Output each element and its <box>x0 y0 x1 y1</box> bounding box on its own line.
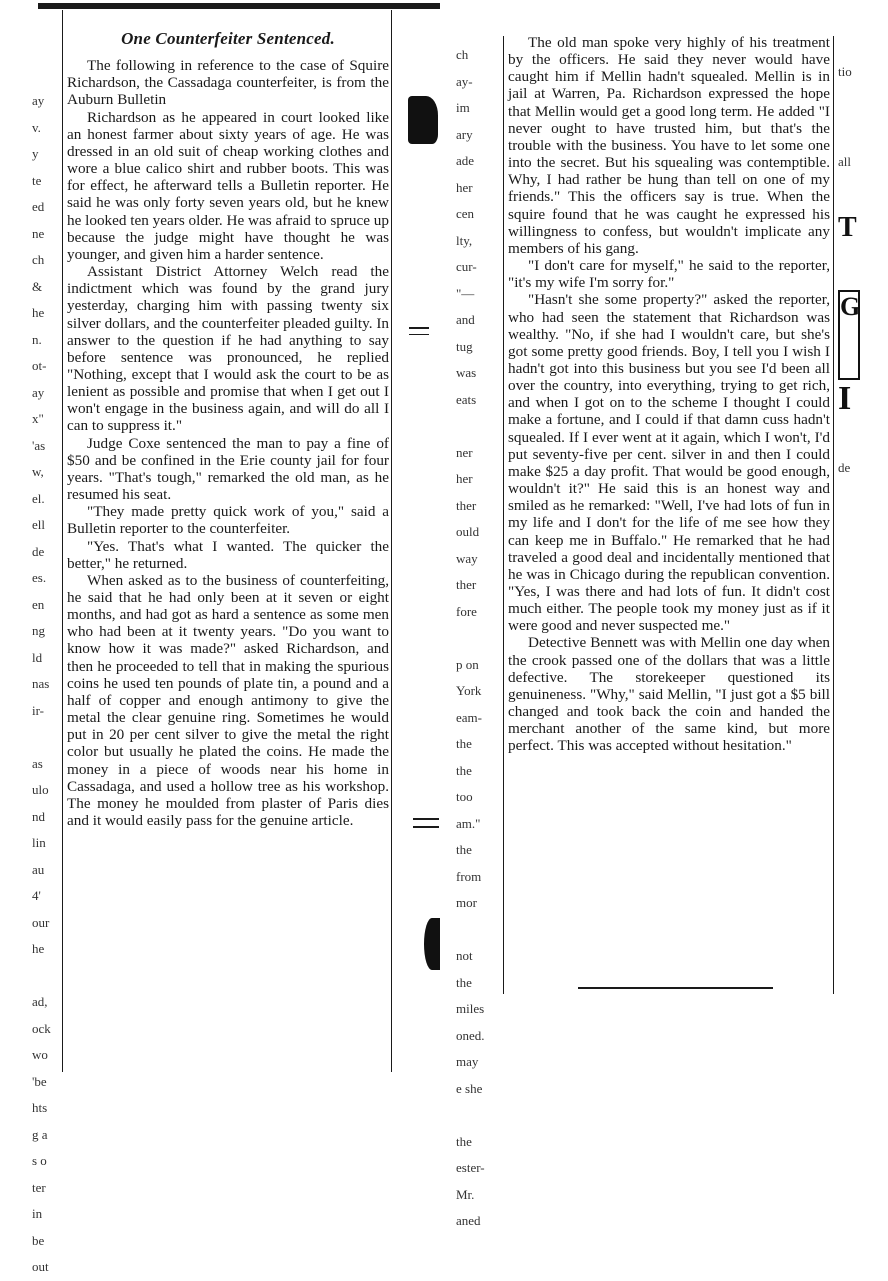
fragment-line: 'as <box>32 437 46 453</box>
article-paragraph: When asked as to the business of counterfeiting, he said that he had only been at it seven or eight months, and had got as hard a sentence as some men who had been at it twenty years. "Do you want to know how it was made?" asked Richardson, and then he proceeded to tell that in making the spurious coins he used ten pounds of plate tin, a pound and a half of copper and enough antimony to give the metal the clear genuine ring. Sometimes he would put in 20 per cent silver to give the metal the right color but usually he plated the coins. He made the money in a piece of woods near his home in Cassadaga, and used a hollow tree as his workshop. The money he moulded from plaster of Paris dies and it would easily pass for the genuine article. <box>67 571 389 830</box>
fragment-line: lty, <box>456 232 473 248</box>
fragment-line: oned. <box>456 1027 485 1043</box>
fragment-line: ary <box>456 126 473 142</box>
fragment-line: he <box>32 941 45 956</box>
column-rule-right <box>833 36 834 994</box>
fragment-line: cen <box>456 206 475 221</box>
ink-blot-bottom <box>424 918 440 970</box>
fragment-line: im <box>456 100 470 115</box>
gutter-dash <box>413 826 439 828</box>
fragment-line: miles <box>456 1001 485 1016</box>
fragment-line: in <box>32 1206 43 1221</box>
fragment-line: nd <box>32 808 45 824</box>
fragment-line: may <box>456 1054 479 1069</box>
fragment-line: s o <box>32 1153 47 1168</box>
article-paragraph: Richardson as he appeared in court looked like an honest farmer about sixty years of age. He was dressed in an old suit of cheap working clothes and wore a blue calico shirt and rubber boots. This was for effect, he afterward tells a Bulletin reporter. He said he was only forty seven years old, but he knew he looked ten years older. He was afraid to spruce up because the judge might have thought he was younger, and given him a harder sentence. <box>67 108 389 263</box>
fragment-line: ld <box>32 649 43 665</box>
fragment-line: not <box>456 948 473 963</box>
fragment-line: ad, <box>32 994 48 1009</box>
fragment-line: her <box>456 179 473 195</box>
fragment-line: & <box>32 278 43 294</box>
fragment-line: ed <box>32 199 45 214</box>
fragment-line: p on <box>456 656 479 672</box>
fragment-line: ther <box>456 497 477 513</box>
fragment-line: the <box>456 762 472 778</box>
fragment-line: ther <box>456 577 477 592</box>
fragment-line: ng <box>32 623 45 638</box>
fragment-line: ot- <box>32 358 47 373</box>
adjacent-right-column <box>838 64 886 476</box>
fragment-line: ay- <box>456 73 473 89</box>
article-paragraph: "I don't care for myself," he said to the reporter, "it's my wife I'm sorry for." <box>508 257 830 292</box>
article-paragraph: "Yes. That's what I wanted. The quicker the better," he returned. <box>67 537 389 572</box>
fragment-line: the <box>456 1133 472 1149</box>
fragment-line <box>456 917 502 944</box>
fragment-line: ulo <box>32 782 49 797</box>
fragment-line: eats <box>456 391 477 407</box>
fragment-line: w, <box>32 464 44 479</box>
fragment-line: e she <box>456 1080 483 1096</box>
column-rule-left <box>62 10 63 1072</box>
fragment-line: te <box>32 172 42 188</box>
fragment-line: ester- <box>456 1160 485 1175</box>
fragment-T: T <box>838 212 857 243</box>
fragment-line: the <box>456 974 472 990</box>
fragment-line: y <box>32 146 39 161</box>
fragment-line <box>456 413 502 440</box>
fragment-line: ould <box>456 524 480 539</box>
fragment-line: eam- <box>456 709 482 725</box>
fragment-line <box>456 1102 502 1129</box>
fragment-line: fore <box>456 603 477 619</box>
adjacent-middle-column <box>456 42 502 1235</box>
fragment-line: ock <box>32 1020 51 1036</box>
fragment-line: de <box>32 543 45 559</box>
fragment-line: ir- <box>32 702 45 718</box>
column-rule-middle <box>503 36 504 994</box>
article-paragraph: Judge Coxe sentenced the man to pay a fine of $50 and be confined in the Erie county jail for four years. "That's tough," remarked the old man, as he resumed his seat. <box>67 434 389 504</box>
fragment-line: es. <box>32 570 47 585</box>
fragment-line: mor <box>456 895 477 910</box>
article-paragraph: Detective Bennett was with Mellin one day when the crook passed one of the dollars that was a little defective. The storekeeper questioned its genuineness. "Why," said Mellin, "I just got a $5 bill changed and took back the coin and handed the merchant another of the same kind, but more perfect. This was accepted without hesitation." <box>508 634 830 755</box>
article-column-1 <box>67 30 389 829</box>
fragment-line: "— <box>456 285 475 301</box>
fragment-line: tug <box>456 338 473 354</box>
fragment-line: wo <box>32 1047 48 1062</box>
fragment-line: ne <box>32 225 45 241</box>
fragment-line: be <box>32 1232 45 1248</box>
fragment-line: her <box>456 471 473 486</box>
fragment-line: way <box>456 550 478 566</box>
article-column-2 <box>508 34 830 755</box>
fragment-line: ay <box>32 93 45 108</box>
fragment-line: and <box>456 312 475 327</box>
fragment-line: the <box>456 842 472 857</box>
fragment-line: ter <box>32 1179 46 1195</box>
article-paragraph: "They made pretty quick work of you," said a Bulletin reporter to the counterfeiter. <box>67 503 389 538</box>
fragment-de: de <box>838 460 851 475</box>
adjacent-left-column <box>32 88 58 1281</box>
fragment-line: au <box>32 861 45 877</box>
ink-blot-top <box>408 96 438 144</box>
fragment-line: 'be <box>32 1073 47 1089</box>
fragment-line: n. <box>32 331 42 347</box>
fragment-line: as <box>32 755 43 771</box>
article-paragraph: The old man spoke very highly of his treatment by the officers. He said they never would have caught him if Mellin hadn't squealed. Mellin is in jail at Warren, Pa. Richardson expressed the hope that Mellin would get a good long term. He added "I never ought to have trusted him, but that's the trouble with the business. You have to let some one into the secret. But his squealing was contemptible. Why, I had rather be hung than tell on one of my friends." This the officers say is true. When the squire found that he was caught he expressed his willingness to confess, but wouldn't implicate any members of his gang. <box>508 34 830 257</box>
fragment-line: cur- <box>456 259 477 274</box>
fragment-line: ner <box>456 444 473 460</box>
gutter-dash <box>413 818 439 820</box>
fragment-line: out <box>32 1259 49 1274</box>
fragment-line: he <box>32 305 45 320</box>
fragment-line: was <box>456 365 477 380</box>
fragment-line: am." <box>456 815 481 831</box>
fragment-line: g a <box>32 1126 48 1142</box>
fragment-line: en <box>32 596 45 612</box>
top-rule <box>38 3 440 9</box>
column-rule-center <box>391 10 392 1072</box>
fragment-line: aned <box>456 1213 481 1228</box>
fragment-line: el. <box>32 490 45 506</box>
fragment-line: ell <box>32 517 45 532</box>
fragment-tio: tio <box>838 64 852 79</box>
fragment-I: I <box>838 380 852 417</box>
fragment-line: ay <box>32 384 45 400</box>
fragment-all: all <box>838 154 851 169</box>
fragment-line: York <box>456 683 482 698</box>
fragment-line: hts <box>32 1100 48 1115</box>
fragment-line: v. <box>32 119 41 135</box>
article-paragraph: Assistant District Attorney Welch read the indictment which was found by the grand jury yesterday, charging him with passing twenty six silver dollars, and the counterfeiter pleaded guilty. In answer to the question if he had anything to say before sentence was pronounced, he replied "Nothing, except that I would ask the court to be as lenient as possible and promise that when I get out I won't engage in the business again, and will do all I can to suppress it." <box>67 263 389 435</box>
fragment-line: ch <box>456 47 469 62</box>
headline: One Counterfeiter Sentenced. <box>121 29 335 48</box>
article-end-rule <box>578 987 773 989</box>
gutter-dash <box>409 327 429 329</box>
fragment-line: 4' <box>32 888 41 903</box>
fragment-line: ade <box>456 153 475 168</box>
article-paragraph: The following in reference to the case of Squire Richardson, the Cassadaga counterfeiter, is from the Auburn Bulletin <box>67 57 389 109</box>
fragment-line: Mr. <box>456 1186 475 1202</box>
fragment-line: the <box>456 736 472 751</box>
fragment-line <box>456 625 502 652</box>
fragment-line: from <box>456 868 482 884</box>
fragment-line <box>32 963 58 990</box>
fragment-line <box>32 724 58 751</box>
fragment-line: too <box>456 789 473 804</box>
article-paragraph: "Hasn't she some property?" asked the reporter, who had seen the statement that Richardson was wealthy. "No, if she had I wouldn't care, but she's got some pretty good friends. Boy, I tell you I wish I hadn't got into this business but you see I'd been all over the country, into everything, trying to get rich, and when I got on to the scheme I thought I could make a fortune, and I could if that damn cuss hadn't squealed. If I ever went at it again, which I won't, I'd put seventy-five per cent. silver in and then I could make $25 a day profit. That would be good enough, wouldn't it?" He said this is an honest way and smiled as he remarked: "Well, I've had lots of fun in my life and I don't for the life of me see how they can keep me in Buffalo." He remarked that he had traveled a good deal and incidentally mentioned that he was in Chicago during the republican convention. "Yes, I was there and had lots of fun. It didn't cost much either. The people took my money just as if it were good and never suspected me." <box>508 291 830 635</box>
fragment-line: lin <box>32 835 46 850</box>
fragment-line: x" <box>32 411 44 426</box>
gutter-dash <box>409 334 429 335</box>
fragment-G: G <box>838 290 860 380</box>
fragment-line: ch <box>32 252 45 267</box>
fragment-line: nas <box>32 676 50 691</box>
fragment-line: our <box>32 914 50 930</box>
